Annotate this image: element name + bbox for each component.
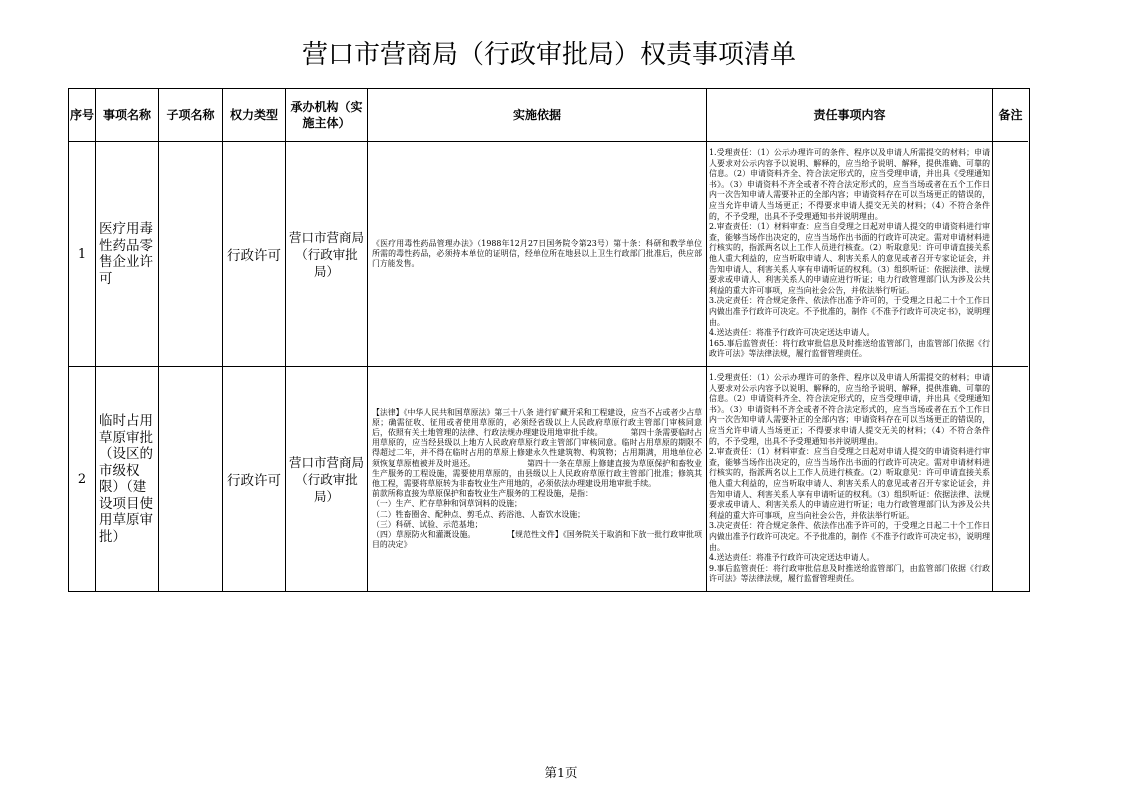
row-index: 1 <box>77 246 87 262</box>
cell-index <box>69 367 96 591</box>
cell-responsibility <box>707 142 993 367</box>
cell-remarks <box>993 142 1028 367</box>
cell-basis <box>368 367 707 591</box>
header-item-name <box>96 89 159 142</box>
header-agency-label: 承办机构（实施主体） <box>290 100 363 130</box>
cell-agency <box>286 142 368 367</box>
agency: 营口市营商局（行政审批局） <box>288 229 364 279</box>
responsibility-paragraph: 2.审查责任：（1）材料审查：应当自受理之日起对申请人提交的申请资料进行审查，能够当场作出决定的，应当当场作出书面的行政许可决定。需对申请材料进行核实的，指派两名以上工作人员进行核查。（2）听取意见：许可申请直接关系他人重大利益的，应当听取申请人、利害关系人的意见或者召开专家论证会，并告知申请人、利害关系人享有申请听证的权利。（3）组织听证：依据法律、法规要求或申请人、利害关系人的申请应进行听证；电力行政管理部门认为涉及公共利益的重大许可事项，应当向社会公告，并依法举行听证。 <box>709 447 990 520</box>
header-remarks-label: 备注 <box>998 108 1023 122</box>
responsibility-text <box>709 148 990 360</box>
basis-paragraph: （一）生产、贮存草种和饲草饲料的设施； <box>372 499 522 509</box>
responsibility-paragraph: 2.审查责任：（1）材料审查：应当自受理之日起对申请人提交的申请资料进行审查，能够当场作出决定的，应当当场作出书面的行政许可决定。需对申请材料进行核实的，指派两名以上工作人员进行核查。（2）听取意见：许可申请直接关系他人重大利益的，应当听取申请人、利害关系人的意见或者召开专家论证会，并告知申请人、利害关系人享有申请听证的权利。（3）组织听证：依据法律、法规要求或申请人、利害关系人的申请应进行听证；电力行政管理部门认为涉及公共利益的重大许可事项，应当向社会公告，并依法举行听证。 <box>709 222 990 295</box>
header-basis <box>368 89 707 142</box>
responsibility-text <box>709 373 990 585</box>
cell-basis <box>368 142 707 367</box>
responsibility-paragraph: 1.受理责任：（1）公示办理许可的条件、程序以及申请人所需提交的材料；申请人要求对公示内容予以说明、解释的，应当给予说明、解释，提供准确、可靠的信息。（2）申请资料齐全、符合法定形式的，应当受理申请，并出具《受理通知书》。（3）申请资料不齐全或者不符合法定形式的，应当当场或者在五个工作日内一次告知申请人需要补正的全部内容；申请资料存在可以当场更正的错误的，应当允许申请人当场更正；不得要求申请人提交无关的材料；（4）不符合条件的，不予受理，出具不予受理通知书并说明理由。 <box>709 373 990 446</box>
responsibility-paragraph: 4.送达责任：将准予行政许可决定送达申请人。 <box>709 553 875 563</box>
header-remarks <box>993 89 1028 142</box>
cell-index <box>69 142 96 367</box>
cell-power-type <box>223 142 286 367</box>
item-name: 医疗用毒性药品零售企业许可 <box>99 221 153 287</box>
basis-paragraph: 《医疗用毒性药品管理办法》（1988年12月27日国务院令第23号）第十条：科研和教学单位所需的毒性药品，必须持本单位的证明信，经单位所在地县以上卫生行政部门批准后，供应部门方能发售。 <box>372 238 702 269</box>
header-index <box>69 89 96 142</box>
header-power-type-label: 权力类型 <box>229 108 278 122</box>
header-responsibility <box>707 89 993 142</box>
power-type: 行政许可 <box>227 248 281 264</box>
header-agency <box>286 89 368 142</box>
header-responsibility-label: 责任事项内容 <box>813 108 886 122</box>
responsibility-paragraph: 1.受理责任：（1）公示办理许可的条件、程序以及申请人所需提交的材料；申请人要求对公示内容予以说明、解释的，应当给予说明、解释，提供准确、可靠的信息。（2）申请资料齐全、符合法定形式的，应当受理申请，并出具《受理通知书》。（3）申请资料不齐全或者不符合法定形式的，应当当场或者在五个工作日内一次告知申请人需要补正的全部内容；申请资料存在可以当场更正的错误的，应当允许申请人当场更正；不得要求申请人提交无关的材料；（4）不符合条件的，不予受理，出具不予受理通知书并说明理由。 <box>709 148 990 221</box>
responsibility-paragraph: 165.事后监管责任：将行政审批信息及时推送给监管部门，由监管部门依据《行政许可法》等法律法规，履行监督管理责任。 <box>709 338 990 359</box>
row-index: 2 <box>77 471 87 487</box>
cell-item-name <box>96 142 159 367</box>
responsibility-paragraph: 4.送达责任：将准予行政许可决定送达申请人。 <box>709 328 875 338</box>
cell-remarks <box>993 367 1028 591</box>
cell-responsibility <box>707 367 993 591</box>
header-sub-item-name <box>159 89 223 142</box>
basis-paragraph: 前款所称直接为草原保护和畜牧业生产服务的工程设施，是指： <box>372 489 593 499</box>
cell-sub-item-name <box>159 142 223 367</box>
basis-paragraph: （四）草原防火和灌溉设施。 【规范性文件】《国务院关于取消和下放一批行政审批项目的决定》 <box>372 530 702 550</box>
cell-power-type <box>223 367 286 591</box>
responsibility-list-table <box>68 88 1030 592</box>
basis-paragraph: 【法律】《中华人民共和国草原法》第三十八条 进行矿藏开采和工程建设，应当不占或者少占草原；确需征收、征用或者使用草原的，必须经省级以上人民政府草原行政主管部门审核同意后，依照有关土地管理的法律、行政法规办理建设用地审批手续。 第四十条需要临时占用草原的，应当经县级以上地方人民政府草原行政主管部门审核同意。临时占用草原的期限不得超过二年，并不得在临时占用的草原上修建永久性建筑物、构筑物；占用期满，用地单位必须恢复草原植被并及时退还。 第四十一条在草原上修建直接为草原保护和畜牧业生产服务的工程设施，需要使用草原的，由县级以上人民政府草原行政主管部门批准；修筑其他工程，需要将草原转为非畜牧业生产用地的，必须依法办理建设用地审批手续。 <box>372 407 702 488</box>
header-sub-item-name-label: 子项名称 <box>166 108 215 122</box>
cell-sub-item-name <box>159 367 223 591</box>
power-type: 行政许可 <box>227 473 281 489</box>
header-power-type <box>223 89 286 142</box>
header-item-name-label: 事项名称 <box>102 108 151 122</box>
header-index-label: 序号 <box>70 108 95 122</box>
cell-agency <box>286 367 368 591</box>
basis-text <box>372 408 702 551</box>
basis-paragraph: （二）牲畜圈舍、配种点、剪毛点、药浴池、人畜饮水设施； <box>372 509 586 519</box>
basis-paragraph: （三）科研、试验、示范基地； <box>372 519 483 529</box>
responsibility-paragraph: 9.事后监管责任：将行政审批信息及时推送给监管部门，由监管部门依据《行政许可法》等法律法规，履行监督管理责任。 <box>709 563 990 584</box>
header-basis-label: 实施依据 <box>512 108 561 122</box>
page-number: 第1页 <box>544 765 578 780</box>
agency: 营口市营商局（行政审批局） <box>288 454 364 504</box>
responsibility-paragraph: 3.决定责任：符合规定条件、依法作出准予许可的，于受理之日起二十个工作日内做出准予行政许可决定。不予批准的，制作《不准予行政许可决定书》，说明理由。 <box>709 521 990 552</box>
responsibility-paragraph: 3.决定责任：符合规定条件、依法作出准予许可的，于受理之日起二十个工作日内做出准予行政许可决定。不予批准的，制作《不准予行政许可决定书》，说明理由。 <box>709 296 990 327</box>
page-title: 营口市营商局（行政审批局）权责事项清单 <box>301 40 796 70</box>
basis-text <box>372 239 702 270</box>
item-name: 临时占用草原审批（设区的市级权限）（建设项目使用草原审批） <box>99 413 153 545</box>
cell-item-name <box>96 367 159 591</box>
